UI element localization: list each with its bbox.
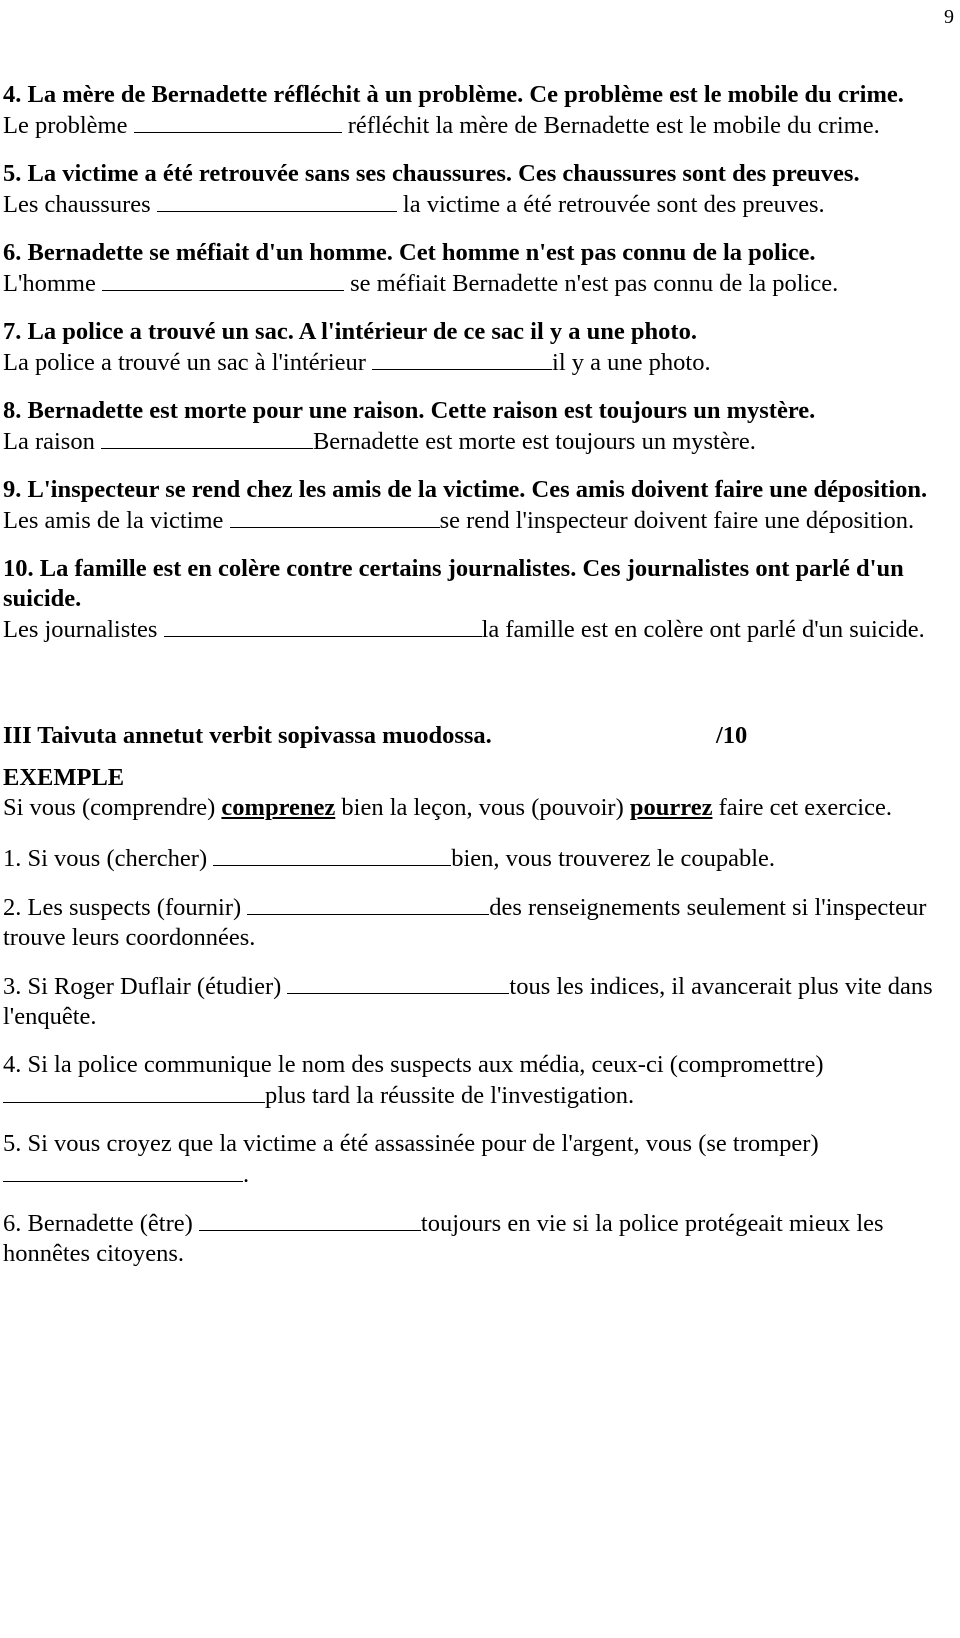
sentence-start: 6. Bernadette (être): [3, 1210, 199, 1237]
sentence-end: se méfiait Bernadette n'est pas connu de la police.: [344, 270, 839, 297]
section-score: /10: [716, 722, 748, 749]
example-sentence: [3, 793, 953, 823]
exercise-answer-line: [3, 505, 953, 536]
sentence-start: Le problème: [3, 112, 134, 139]
exercise-item-4: [3, 80, 953, 141]
exercise-question: 5. La victime a été retrouvée sans ses chaussures. Ces chaussures sont des preuves.: [3, 160, 860, 187]
sentence-end: la victime a été retrouvée sont des preuves.: [396, 191, 825, 218]
example-text: faire cet exercice.: [712, 794, 892, 821]
sentence-end: il y a une photo.: [552, 349, 711, 376]
exercise-answer-line: [3, 426, 953, 457]
exercise-answer-line: [3, 268, 953, 299]
exercise-answer-line: [3, 614, 953, 645]
answer-blank[interactable]: [3, 1080, 265, 1103]
answer-blank[interactable]: [102, 268, 344, 291]
verb-item-6: [3, 1208, 953, 1269]
exercise-item-8: [3, 396, 953, 457]
sentence-end: bien, vous trouverez le coupable.: [451, 845, 776, 872]
verb-item-5: [3, 1129, 953, 1190]
verb-item-2: [3, 892, 953, 953]
answer-blank[interactable]: [101, 426, 313, 449]
exercise-question: 10. La famille est en colère contre certains journalistes. Ces journalistes ont parlé d'un suicide.: [3, 555, 904, 612]
answer-blank[interactable]: [3, 1159, 243, 1182]
verb-item-1: [3, 843, 953, 874]
sentence-start: 4. Si la police communique le nom des suspects aux média, ceux-ci (compromettre): [3, 1051, 824, 1078]
exercise-item-7: [3, 317, 953, 378]
example-text: Si vous (comprendre): [3, 794, 222, 821]
answer-blank[interactable]: [213, 843, 451, 866]
answer-blank[interactable]: [230, 505, 440, 528]
verb-item-4: [3, 1050, 953, 1111]
verb-item-3: [3, 971, 953, 1032]
sentence-end: toujours en vie si la police protégeait mieux les honnêtes citoyens.: [3, 1210, 884, 1267]
exercise-question: 6. Bernadette se méfiait d'un homme. Cet homme n'est pas connu de la police.: [3, 239, 816, 266]
exercise-question: 4. La mère de Bernadette réfléchit à un problème. Ce problème est le mobile du crime.: [3, 81, 904, 108]
example-label: EXEMPLE: [3, 764, 125, 791]
sentence-start: Les journalistes: [3, 616, 164, 643]
exercise-answer-line: [3, 189, 953, 220]
sentence-start: 5. Si vous croyez que la victime a été assassinée pour de l'argent, vous (se tromper): [3, 1130, 819, 1157]
example-answer: comprenez: [221, 794, 336, 821]
worksheet: [3, 80, 953, 1287]
answer-blank[interactable]: [372, 347, 552, 370]
sentence-start: 1. Si vous (chercher): [3, 845, 214, 872]
exercise-answer-line: [3, 110, 953, 141]
answer-blank[interactable]: [157, 189, 397, 212]
sentence-start: La raison: [3, 428, 101, 455]
sentence-start: La police a trouvé un sac à l'intérieur: [3, 349, 373, 376]
sentence-end: plus tard la réussite de l'investigation.: [265, 1082, 635, 1109]
answer-blank[interactable]: [199, 1208, 421, 1231]
exercise-item-10: [3, 554, 953, 645]
sentence-end: des renseignements seulement si l'inspecteur trouve leurs coordonnées.: [3, 894, 927, 951]
sentence-end: réfléchit la mère de Bernadette est le mobile du crime.: [341, 112, 880, 139]
answer-blank[interactable]: [164, 614, 482, 637]
exercise-item-9: [3, 475, 953, 536]
sentence-end: .: [243, 1161, 250, 1188]
sentence-end: se rend l'inspecteur doivent faire une déposition.: [439, 507, 915, 534]
sentence-end: la famille est en colère ont parlé d'un suicide.: [481, 616, 925, 643]
section-title: III Taivuta annetut verbit sopivassa muodossa.: [3, 722, 492, 749]
sentence-start: Les chaussures: [3, 191, 157, 218]
answer-blank[interactable]: [247, 892, 489, 915]
answer-blank[interactable]: [287, 971, 509, 994]
exercise-answer-line: [3, 347, 953, 378]
example-text: bien la leçon, vous (pouvoir): [335, 794, 630, 821]
sentence-start: 3. Si Roger Duflair (étudier): [3, 973, 288, 1000]
sentence-end: Bernadette est morte est toujours un mystère.: [312, 428, 756, 455]
sentence-end: tous les indices, il avancerait plus vite dans l'enquête.: [3, 973, 933, 1030]
exercise-question: 9. L'inspecteur se rend chez les amis de la victime. Ces amis doivent faire une déposition.: [3, 476, 928, 503]
sentence-start: L'homme: [3, 270, 102, 297]
answer-blank[interactable]: [134, 110, 342, 133]
section-heading: [3, 721, 953, 751]
exercise-item-5: [3, 159, 953, 220]
sentence-start: Les amis de la victime: [3, 507, 230, 534]
exercise-question: 8. Bernadette est morte pour une raison. Cette raison est toujours un mystère.: [3, 397, 816, 424]
page-number: 9: [944, 6, 954, 28]
exercise-item-6: [3, 238, 953, 299]
exercise-question: 7. La police a trouvé un sac. A l'intérieur de ce sac il y a une photo.: [3, 318, 697, 345]
example-answer: pourrez: [629, 794, 713, 821]
sentence-start: 2. Les suspects (fournir): [3, 894, 248, 921]
